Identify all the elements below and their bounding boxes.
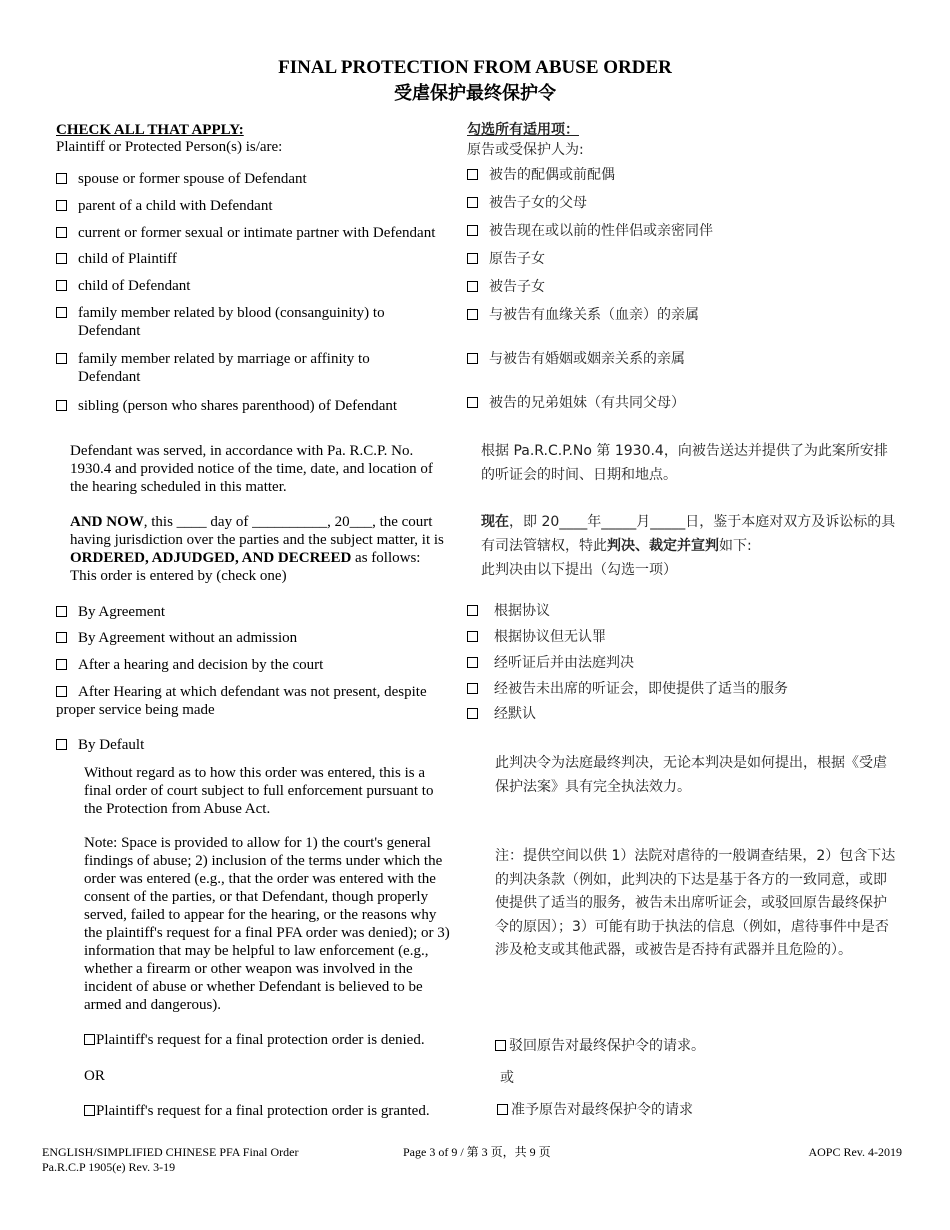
and-now-paragraph-en: AND NOW, this ____ day of __________, 20___, the court having jurisdiction over the parties and the subject matter, it is ORDERED, ADJUDGED, AND DECREED as follows: This order is entered by (check one) (70, 514, 444, 584)
checkbox[interactable] (56, 659, 67, 670)
checkbox[interactable] (56, 173, 67, 184)
relation-option-en[interactable]: spouse or former spouse of Defendant (56, 170, 456, 188)
checkbox[interactable] (56, 400, 67, 411)
entered-by-option-en[interactable]: By Agreement without an admission (56, 629, 297, 647)
checkbox[interactable] (467, 605, 478, 616)
entered-by-option-zh[interactable]: 根据协议 (467, 599, 550, 623)
checkbox[interactable] (56, 686, 67, 697)
check-all-heading-en: CHECK ALL THAT APPLY: (56, 122, 244, 138)
note-paragraph-zh: 注：提供空间以供 1）法院对虐待的一般调查结果，2）包含下达的判决条款（例如，此判决的下达是基于各方的一致同意，或即使提供了适当的服务，被告未出席听证会，或驳回原告最终保护令的原因）；3）可能有助于执法的信息（例如，虐待事件中是否涉及枪支或其他武器，或被告是否持有武器并且危险的）。 (495, 848, 896, 958)
checkbox[interactable] (467, 683, 478, 694)
request-granted-option-zh[interactable]: 准予原告对最终保护令的请求 (497, 1098, 693, 1122)
or-separator-en: OR (84, 1068, 105, 1084)
plaintiff-is-en: Plaintiff or Protected Person(s) is/are: (56, 139, 283, 155)
checkbox[interactable] (56, 353, 67, 364)
checkbox[interactable] (84, 1034, 95, 1045)
checkbox[interactable] (84, 1105, 95, 1116)
entered-by-option-en[interactable]: By Agreement (56, 603, 165, 621)
footer-page-number: Page 3 of 9 / 第 3 页，共 9 页 (403, 1145, 551, 1159)
checkbox[interactable] (467, 169, 478, 180)
title-english: FINAL PROTECTION FROM ABUSE ORDER (278, 57, 672, 78)
checkbox[interactable] (56, 739, 67, 750)
checkbox[interactable] (497, 1104, 508, 1115)
relation-option-zh[interactable]: 与被告有婚姻或姻亲关系的亲属 (467, 347, 685, 371)
relation-option-en[interactable]: parent of a child with Defendant (56, 197, 456, 215)
request-granted-option-en[interactable]: Plaintiff's request for a final protection order is granted. (84, 1102, 430, 1120)
relation-option-en[interactable]: family member related by marriage or affinity to Defendant (56, 350, 418, 386)
checkbox[interactable] (56, 632, 67, 643)
checkbox[interactable] (467, 309, 478, 320)
checkbox[interactable] (467, 708, 478, 719)
served-paragraph-en: Defendant was served, in accordance with Pa. R.C.P. No. 1930.4 and provided notice of the time, date, and location of the hearing scheduled in this matter. (70, 443, 433, 495)
entered-by-option-en[interactable]: By Default (56, 736, 144, 754)
checkbox[interactable] (467, 397, 478, 408)
check-all-heading-zh: 勾选所有适用项： (467, 122, 579, 138)
relation-option-zh[interactable]: 与被告有血缘关系（血亲）的亲属 (467, 303, 699, 327)
checkbox[interactable] (467, 225, 478, 236)
entered-by-option-en[interactable]: After a hearing and decision by the court (56, 656, 323, 674)
final-order-statement-zh: 此判决令为法庭最终判决，无论本判决是如何提出，根据《受虐保护法案》具有完全执法效力。 (495, 755, 887, 795)
checkbox[interactable] (56, 280, 67, 291)
entered-by-option-en[interactable]: After Hearing at which defendant was not present, despite proper service being made (56, 684, 427, 718)
checkbox[interactable] (56, 606, 67, 617)
request-denied-option-zh[interactable]: 驳回原告对最终保护令的请求。 (495, 1034, 705, 1058)
relation-option-zh[interactable]: 被告子女的父母 (467, 191, 587, 215)
entered-by-option-zh[interactable]: 经默认 (467, 702, 536, 726)
plaintiff-is-zh: 原告或受保护人为: (467, 142, 584, 158)
served-paragraph-zh: 根据 Pa.R.C.P.No 第 1930.4，向被告送达并提供了为此案所安排的听证会的时间、日期和地点。 (481, 443, 888, 483)
footer-aopc-revision: AOPC Rev. 4-2019 (808, 1145, 902, 1159)
checkbox[interactable] (56, 307, 67, 318)
footer-rule-revision: Pa.R.C.P 1905(e) Rev. 3-19 (42, 1160, 176, 1174)
entered-by-option-zh[interactable]: 根据协议但无认罪 (467, 625, 606, 649)
relation-option-en[interactable]: child of Defendant (56, 277, 456, 295)
relation-option-en[interactable]: sibling (person who shares parenthood) of Defendant (56, 397, 456, 415)
relation-option-zh[interactable]: 被告现在或以前的性伴侣或亲密同伴 (467, 219, 713, 243)
footer-form-name: ENGLISH/SIMPLIFIED CHINESE PFA Final Order (42, 1145, 299, 1159)
checkbox[interactable] (467, 353, 478, 364)
and-now-paragraph-zh: 现在，即 20____年_____月_____日，鉴于本庭对双方及诉讼标的具有司法管辖权，特此判决、裁定并宣判如下: 此判决由以下提出（勾选一项） (481, 514, 896, 578)
relation-option-en[interactable]: current or former sexual or intimate partner with Defendant (56, 224, 456, 242)
relation-option-zh[interactable]: 被告子女 (467, 275, 545, 299)
checkbox[interactable] (467, 631, 478, 642)
checkbox[interactable] (56, 253, 67, 264)
entered-by-option-zh[interactable]: 经听证后并由法庭判决 (467, 651, 634, 675)
title-chinese: 受虐保护最终保护令 (394, 83, 556, 104)
final-order-statement-en: Without regard as to how this order was entered, this is a final order of court subject to full enforcement pursuant to the Protection from Abuse Act. (84, 765, 434, 817)
checkbox[interactable] (467, 197, 478, 208)
relation-option-zh[interactable]: 被告的配偶或前配偶 (467, 163, 615, 187)
checkbox[interactable] (495, 1040, 506, 1051)
note-paragraph-en: Note: Space is provided to allow for 1) the court's general findings of abuse; 2) inclusion of the terms under which the order was entered (e.g., that the order was entered with the consent of the parties, or that Defendant, though properly served, failed to appear for the hearing, or the reasons why the plaintiff's request for a final PFA order was denied); or 3) information that may be helpful to law enforcement (e.g., whether a firearm or other weapon was involved in the incident of abuse or whether Defendant is believed to be armed and dangerous). (84, 835, 450, 1013)
checkbox[interactable] (56, 200, 67, 211)
checkbox[interactable] (56, 227, 67, 238)
relation-option-en[interactable]: family member related by blood (consanguinity) to Defendant (56, 304, 408, 340)
relation-option-zh[interactable]: 原告子女 (467, 247, 545, 271)
request-denied-option-en[interactable]: Plaintiff's request for a final protection order is denied. (84, 1031, 425, 1049)
or-separator-zh: 或 (500, 1070, 514, 1086)
relation-option-zh[interactable]: 被告的兄弟姐妹（有共同父母） (467, 391, 685, 415)
checkbox[interactable] (467, 253, 478, 264)
entered-by-option-zh[interactable]: 经被告未出席的听证会，即使提供了适当的服务 (467, 677, 788, 701)
checkbox[interactable] (467, 281, 478, 292)
relation-option-en[interactable]: child of Plaintiff (56, 250, 456, 268)
checkbox[interactable] (467, 657, 478, 668)
